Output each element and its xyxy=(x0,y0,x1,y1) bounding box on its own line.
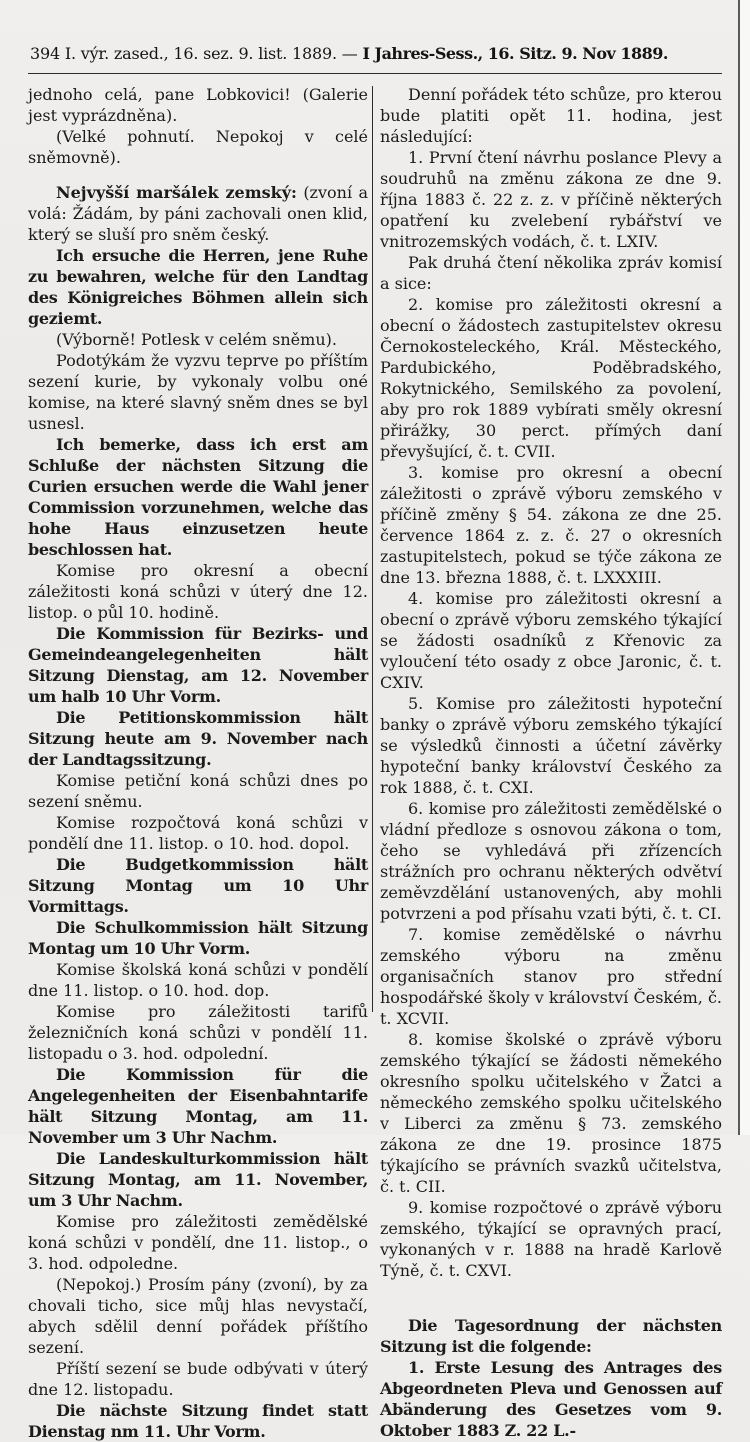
paragraph: 3. komise pro okresní a obecní záležitosti o zprávě výboru zemského v příčině změny § 54. zákona ze dne 25. července 1864 z. z. č. 27 o okresních zastupitelstech, pokud se týče zákona ze dne 13. března 1888, č. t. LXXXIII. xyxy=(380,463,722,587)
paragraph: 9. komise rozpočtové o zprávě výboru zemského, týkající se opravných prací, vykonaných v r. 1888 na hradě Karlově Týně, č. t. CXVI. xyxy=(380,1198,722,1280)
page-edge-margin xyxy=(740,0,750,1135)
paragraph: Komise pro okresní a obecní záležitosti koná schůzi v úterý dne 12. listop. o půl 10. hodině. xyxy=(28,561,368,622)
paragraph: (Výborně! Potlesk v celém sněmu). xyxy=(56,330,337,349)
speaker-name: Nejvyšší maršálek zemský: xyxy=(56,183,297,202)
header-session-german: I Jahres-Sess., 16. Sitz. 9. Nov 1889. xyxy=(362,44,668,63)
paragraph: Ich bemerke, dass ich erst am Schluße der nächsten Sitzung die Curien ersuchen werde die Wahl jener Commission vorzunehmen, welche das hohe Haus einzusetzen heute beschlossen hat. xyxy=(28,435,368,559)
paragraph: 1. První čtení návrhu poslance Plevy a soudruhů na změnu zákona ze dne 9. října 1883 č. 22 z. z. v příčině některých opatření ku zvelebení rybářství ve vnitrozemských vodách, č. t. LXIV. xyxy=(380,148,722,251)
header-rule xyxy=(28,73,722,74)
header-separator: — xyxy=(341,44,358,63)
paragraph: jednoho celá, pane Lobkovici! (Galerie jest vyprázdněna). xyxy=(28,85,368,125)
paragraph: Die Budgetkommission hält Sitzung Montag um 10 Uhr Vormittags. xyxy=(28,855,368,916)
paragraph: (Nepokoj.) Prosím pány (zvoní), by za chovali ticho, sice můj hlas nevystačí, abych sdělil denní pořádek příštího sezení. xyxy=(28,1275,368,1357)
left-column xyxy=(28,84,368,1442)
paragraph: Komise pro záležitosti zemědělské koná schůzi v pondělí, dne 11. listop., o 3. hod. odpoledne. xyxy=(28,1212,368,1273)
paragraph-speaker xyxy=(28,182,368,245)
paragraph: 5. Komise pro záležitosti hypoteční banky o zprávě výboru zemského týkající se výsledků činnosti a účetní závěrky hypoteční banky království Českého za rok 1888, č. t. CXI. xyxy=(380,694,722,797)
page-number: 394 xyxy=(30,44,60,63)
paragraph: 2. komise pro záležitosti okresní a obecní o žádostech zastupitelstev okresu Černokosteleckého, Král. Městeckého, Pardubického, Poděbradského, Rokytnického, Semilského za povolení, aby pro rok 1889 vybírati směly okresní přirážky, 30 perct. přímých daní převyšující, č. t. CVII. xyxy=(380,295,722,461)
column-divider xyxy=(372,86,373,1012)
paragraph: Die Schulkommission hält Sitzung Montag um 10 Uhr Vorm. xyxy=(28,918,368,958)
speech-text: (zvoní a volá: Žádám, by páni zachovali onen klid, který se sluší pro sněm český. xyxy=(28,183,368,244)
paragraph: Die Petitionskommission hält Sitzung heute am 9. November nach der Landtagssitzung. xyxy=(28,708,368,769)
paragraph: Die Kommission für die Angelegenheiten der Eisenbahntarife hält Sitzung Montag, am 11. November um 3 Uhr Nachm. xyxy=(28,1065,368,1147)
paragraph: Komise školská koná schůzi v pondělí dne 11. listop. o 10. hod. dop. xyxy=(28,960,368,1000)
paragraph: Die Kommission für Bezirks- und Gemeindeangelegenheiten hält Sitzung Dienstag, am 12. November um halb 10 Uhr Vorm. xyxy=(28,624,368,706)
paragraph: Komise petiční koná schůzi dnes po sezení sněmu. xyxy=(28,771,368,811)
paragraph: 6. komise pro záležitosti zemědělské o vládní předloze s osnovou zákona o tom, čeho se vyhledává při zřízencích strážních pro ochranu některých odvětví zeměvzdělání ustanovených, aby mohli potvrzeni a pod přísahu vzati býti, č. t. CI. xyxy=(380,799,722,923)
paragraph: Komise pro záležitosti tarifů železničních koná schůzi v pondělí 11. listopadu o 3. hod. odpolední. xyxy=(28,1002,368,1063)
paragraph: 4. komise pro záležitosti okresní a obecní o zprávě výboru zemského týkající se žádosti osadníků z Křenovic za vyloučení této osady z obce Jaronic, č. t. CXIV. xyxy=(380,589,722,692)
paragraph: Komise rozpočtová koná schůzi v pondělí dne 11. listop. o 10. hod. dopol. xyxy=(28,813,368,853)
paragraph: Die Tagesordnung der nächsten Sitzung ist die folgende: xyxy=(380,1316,722,1356)
right-column xyxy=(380,84,722,1441)
paragraph: 7. komise zemědělské o návrhu zemského výboru na změnu organisačních stanov pro střední hospodářské školy v království Českém, č. t. XCVII. xyxy=(380,925,722,1028)
paragraph: Příští sezení se bude odbývati v úterý dne 12. listopadu. xyxy=(28,1359,368,1399)
paragraph: Pak druhá čtení několika zpráv komisí a sice: xyxy=(380,253,722,293)
paragraph: Podotýkám že vyzvu teprve po příštím sezení kurie, by vykonaly volbu oné komise, na které slavný sněm dnes se byl usnesl. xyxy=(28,351,368,433)
paragraph: Denní pořádek této schůze, pro kterou bude platiti opět 11. hodina, jest následující: xyxy=(380,85,722,146)
header-session-czech: I. výr. zased., 16. sez. 9. list. 1889. xyxy=(64,44,337,63)
page-header xyxy=(30,44,730,63)
paragraph: 1. Erste Lesung des Antrages des Abgeordneten Pleva und Genossen auf Abänderung des Gesetzes vom 9. Oktober 1883 Z. 22 L.- xyxy=(380,1358,722,1440)
paragraph: Die nächste Sitzung findet statt Dienstag nm 11. Uhr Vorm. xyxy=(28,1401,368,1441)
paragraph: Die Landeskulturkommission hält Sitzung Montag, am 11. November, um 3 Uhr Nachm. xyxy=(28,1149,368,1210)
paragraph: 8. komise školské o zprávě výboru zemského týkající se žádosti němekého okresního spolku učitelského v Žatci a německého zemského spolku učitelského v Liberci za změnu § 73. zemského zákona ze dne 19. prosince 1875 týkajícího se právních svazků učitelstva, č. t. CII. xyxy=(380,1030,722,1196)
paragraph: (Velké pohnutí. Nepokoj v celé sněmovně). xyxy=(28,127,368,167)
paragraph: Ich ersuche die Herren, jene Ruhe zu bewahren, welche für den Landtag des Königreiches Böhmen allein sich geziemt. xyxy=(28,246,368,328)
